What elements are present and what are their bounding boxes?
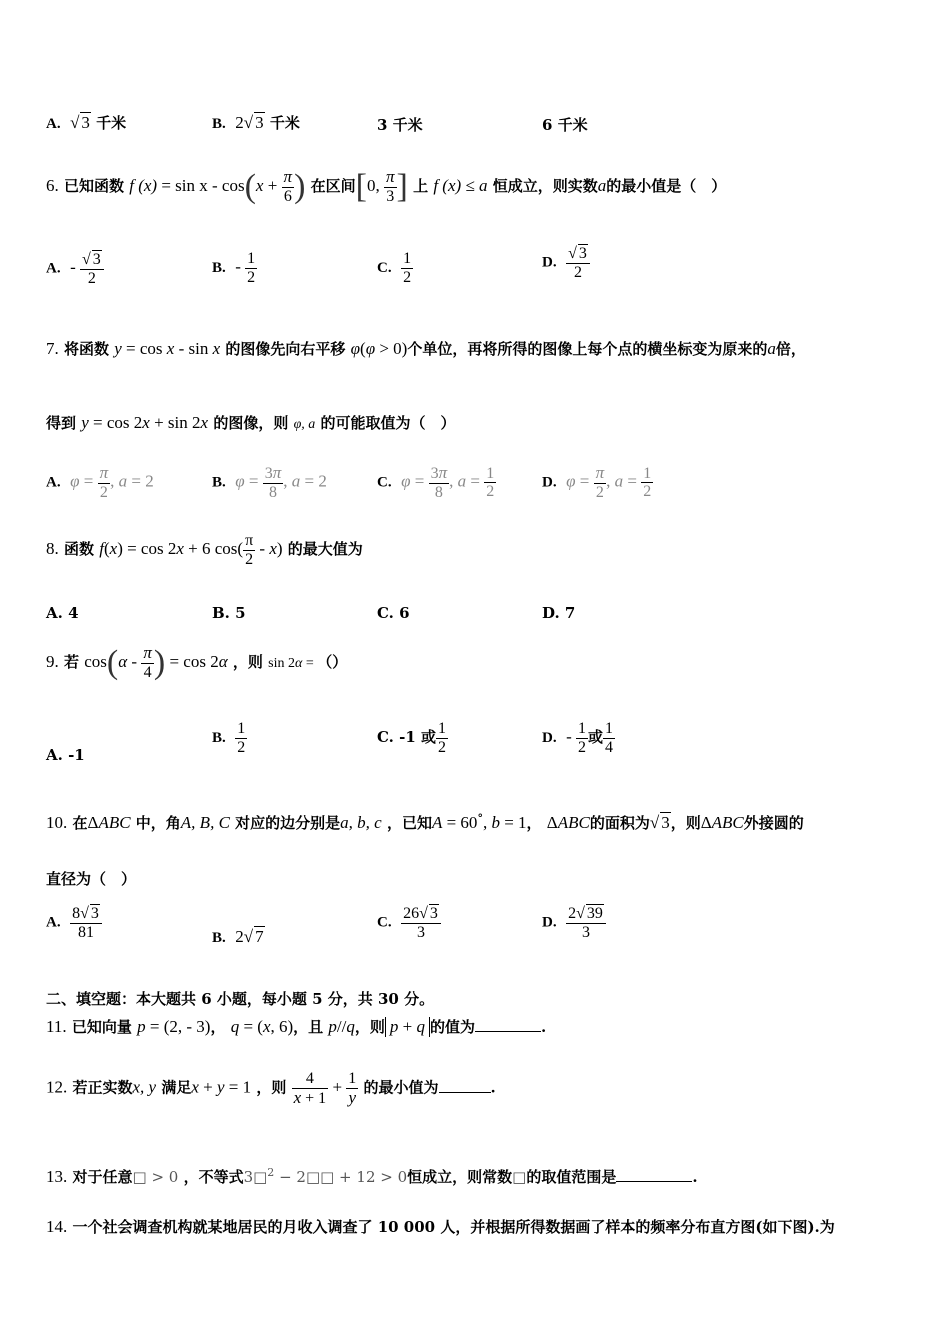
- q7-option-d: D. φ = $\frac{\pi}{2}$ , a = $\frac{1}{2}$: [542, 463, 652, 501]
- q6-option-d: D. $\frac{√ 3}{2}$: [542, 244, 590, 281]
- q7-option-a: A. φ = $\frac{\pi}{2}$ , a = 2: [46, 463, 154, 501]
- q10-option-c: C. $\frac{26√ 3}{3}$: [377, 904, 441, 941]
- question-7-line-2: 得到 y = cos 2x + sin 2x 的图像，则 φ, a 的可能取值为（ ）: [46, 413, 456, 432]
- q8-option-a: A. 4: [46, 604, 79, 622]
- q6-option-b: B. - $\frac{1}{2}$: [212, 250, 256, 286]
- q8-option-d: D. 7: [542, 604, 576, 622]
- question-10-line-1: 10. 在ΔABC 中，角A, B, C 对应的边分别是a, b, c ，已知A = 60°, b = 1， ΔABC的面积为√ 3，则ΔABC外接圆的: [46, 812, 804, 832]
- section-2-title: 二、填空题：本大题共 6 小题，每小题 5 分，共 30 分。: [46, 990, 435, 1008]
- q9-option-b: B. $\frac{1}{2}$: [212, 720, 246, 756]
- question-6: 6. 已知函数 f (x) = sin x - cos(x + $\frac{\pi}{6}$ ) 在区间[0, $\frac{\pi}{3}$ ] 上 f (x) ≤ a 恒成立，则实数a的最小值是（ ）: [46, 167, 727, 206]
- question-11: 11. 已知向量 p = (2, - 3)， q = (x, 6)，且 p//q，则 p + q 的值为 .: [46, 1017, 547, 1036]
- q9-option-a: A. -1: [46, 746, 85, 764]
- q6-option-a: A. - $\frac{√ 3}{2}$: [46, 250, 104, 287]
- q13-answer-blank[interactable]: [616, 1181, 692, 1182]
- question-7-line-1: 7. 将函数 y = cos x - sin x 的图像先向右平移 φ(φ > 0)个单位，再将所得的图像上每个点的横坐标变为原来的a倍，: [46, 339, 806, 358]
- q7-option-b: B. φ = $\frac{3\pi}{8}$ , a = 2: [212, 463, 327, 501]
- q6-option-c: C. $\frac{1}{2}$: [377, 250, 412, 286]
- question-9: 9. 若 cos(α - $\frac{\pi}{4}$ ) = cos 2α ，则 sin 2α = （）: [46, 643, 348, 682]
- q9-option-c: C. -1 或 $\frac{1}{2}$: [377, 720, 447, 756]
- q10-option-a: A. $\frac{8√ 3}{81}$: [46, 904, 102, 941]
- question-10-line-2: 直径为（ ）: [46, 870, 137, 888]
- q5-option-d: 6 千米: [542, 116, 588, 134]
- q11-answer-blank[interactable]: [475, 1031, 541, 1032]
- q12-answer-blank[interactable]: [439, 1092, 491, 1093]
- question-14: 14. 一个社会调查机构就某地居民的月收入调查了 10 000 人，并根据所得数据画了样本的频率分布直方图(如下图).为: [46, 1217, 835, 1236]
- q5-option-c: 3 千米: [377, 116, 423, 134]
- q10-option-d: D. $\frac{2√ 39}{3}$: [542, 904, 606, 941]
- q9-option-d: D. - $\frac{1}{2}$ 或 $\frac{1}{4}$: [542, 720, 614, 756]
- q10-option-b: B. 2√ 7: [212, 927, 264, 946]
- q8-option-c: C. 6: [377, 604, 410, 622]
- question-13: 13. 对于任意□ > 0 ，不等式3□$^2$ − 2□□ + 12 > 0恒成立，则常数□的取值范围是 .: [46, 1166, 698, 1186]
- q8-option-b: B. 5: [212, 604, 246, 622]
- q5-option-a: A. √ 3 千米: [46, 113, 127, 132]
- question-12: 12. 若正实数x, y 满足x + y = 1 ，则 $\frac{4}{x + 1}$ + $\frac{1}{y}$ 的最小值为 .: [46, 1070, 496, 1107]
- question-8: 8. 函数 f(x) = cos 2x + 6 cos( $\frac{\pi}{2}$ - x) 的最大值为: [46, 532, 363, 568]
- q7-option-c: C. φ = $\frac{3\pi}{8}$ , a = $\frac{1}{2}$: [377, 463, 495, 501]
- q5-option-b: B. 2√ 3 千米: [212, 113, 300, 132]
